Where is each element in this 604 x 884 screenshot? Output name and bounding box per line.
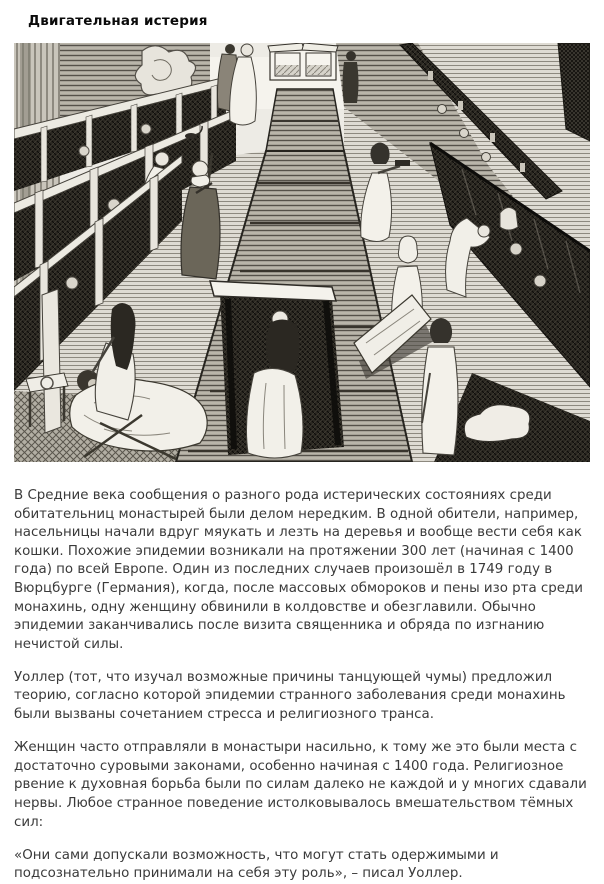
page-title: Двигательная истерия <box>28 13 208 29</box>
engraving-image <box>14 43 590 462</box>
body-paragraph: В Средние века сообщения о разного рода истерических состояниях среди обитательниц монастырей были делом нередким. В одной обители, например, насельницы начали вдруг мяукать и лезть на деревья и вообще вести себя как кошки. Похожие эпидемии возникали на протяжении 300 лет (начиная с 1400 года) по всей Европе. Один из последних случаев произошёл в 1749 году в Вюрцбурге (Германия), когда, после массовых обмороков и пены изо рта среди монахинь, одну женщину обвинили в колдовстве и обезглавили. Обычно эпидемии заканчивались после визита священника и обряда по изгнанию нечистой силы. <box>14 488 583 652</box>
body-paragraph: Уоллер (тот, что изучал возможные причины танцующей чумы) предложил теорию, согласно которой эпидемии странного заболевания среди монахинь были вызваны сочетанием стресса и религиозного транса. <box>14 669 566 723</box>
engraving-svg <box>14 43 590 462</box>
article-page <box>0 13 604 882</box>
article-body <box>0 487 604 884</box>
body-paragraph: «Они сами допускали возможность, что могут стать одержимыми и подсознательно принимали на себя эту роль», – писал Уоллер. <box>14 847 499 882</box>
body-paragraph: Женщин часто отправляли в монастыри насильно, к тому же это были места с достаточно суровыми законами, особенно начиная с 1400 года. Религиозное рвение к духовная борьба были по силам далеко не каждой и у многих сдавали нервы. Любое странное поведение истолковывалось вмешательством тёмных сил: <box>14 740 587 830</box>
